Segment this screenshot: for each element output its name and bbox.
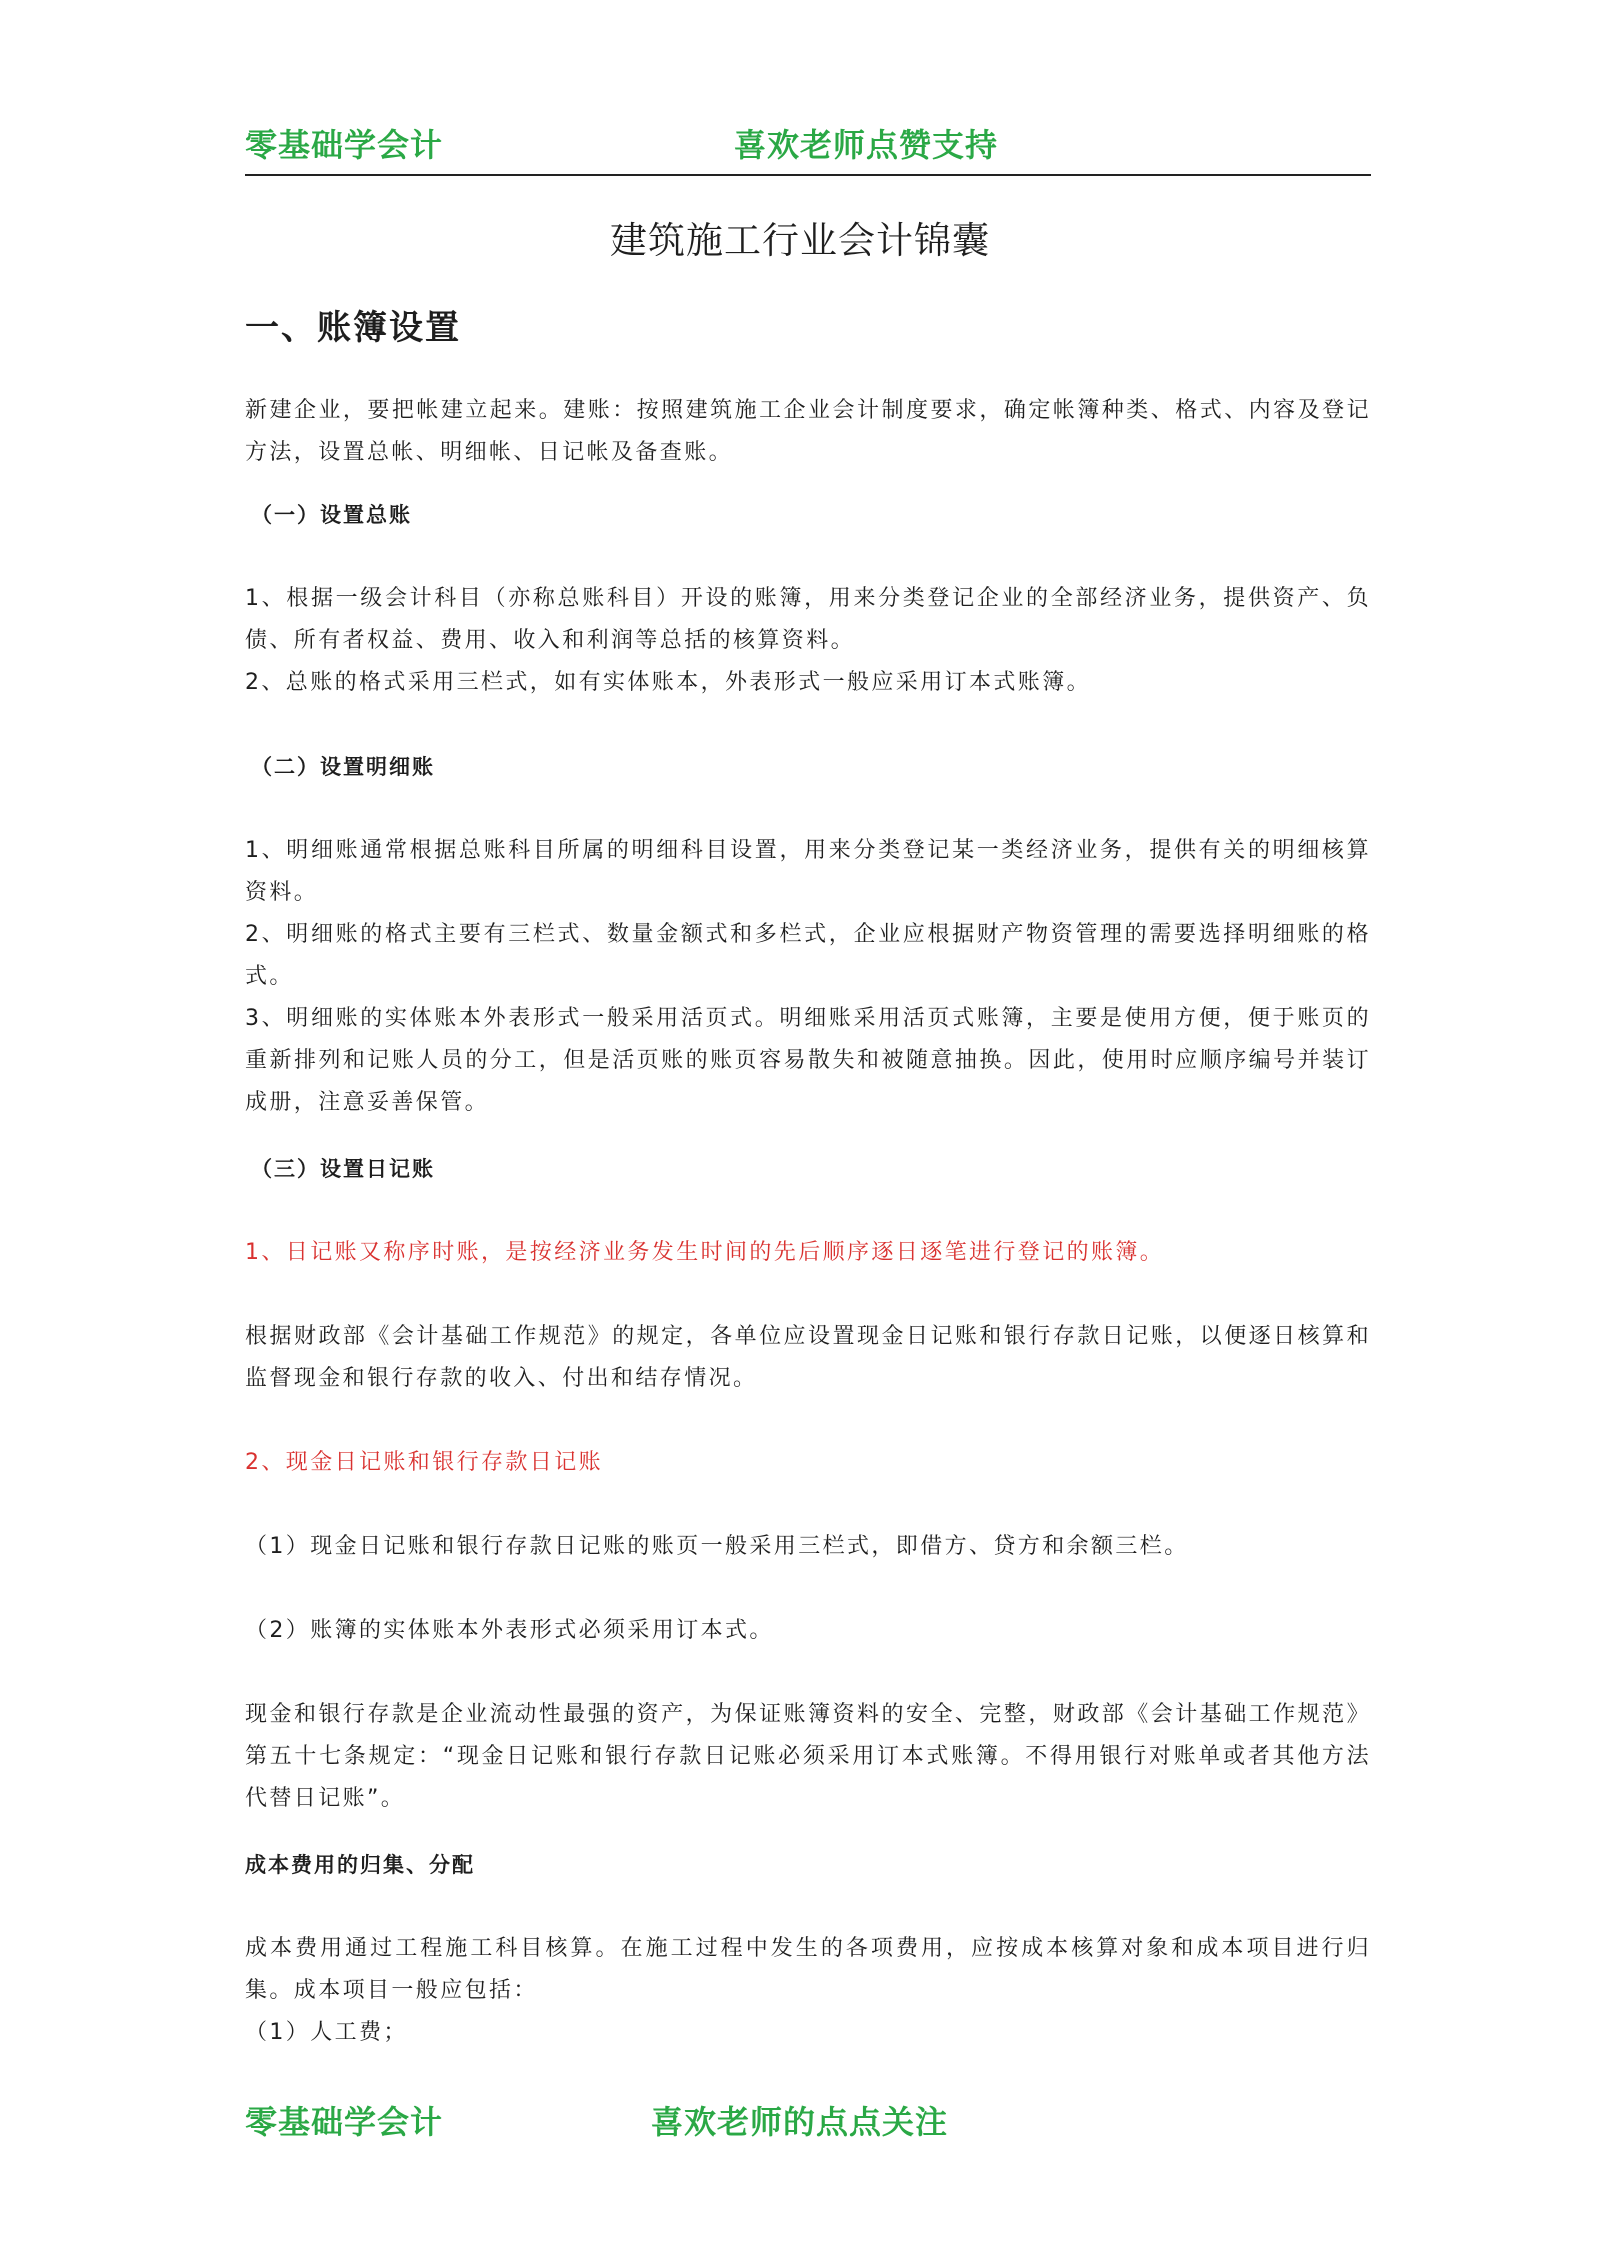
header-left-text: 零基础学会计 (245, 126, 444, 164)
highlighted-paragraph: 1、日记账又称序时账，是按经济业务发生时间的先后顺序逐日逐笔进行登记的账簿。 (245, 1240, 1165, 1265)
paragraph: 1、根据一级会计科目（亦称总账科目）开设的账簿，用来分类登记企业的全部经济业务，提供资产、负债、所有者权益、费用、收入和利润等总括的核算资料。 (245, 586, 1371, 653)
list-item: （2）账簿的实体账本外表形式必须采用订本式。 (245, 1618, 774, 1643)
subsection-heading-subsidiary-ledger: （二）设置明细账 (251, 755, 435, 779)
list-item: （1）现金日记账和银行存款日记账的账页一般采用三栏式，即借方、贷方和余额三栏。 (245, 1534, 1189, 1559)
paragraph: 2、总账的格式采用三栏式，如有实体账本，外表形式一般应采用订本式账簿。 (245, 670, 1091, 695)
paragraph: 现金和银行存款是企业流动性最强的资产，为保证账簿资料的安全、完整，财政部《会计基础工作规范》第五十七条规定：“现金日记账和银行存款日记账必须采用订本式账簿。不得用银行对账单或者其他方法代替日记账”。 (245, 1702, 1371, 1811)
footer-right-text: 喜欢老师的点点关注 (651, 2103, 949, 2141)
document-title: 建筑施工行业会计锦囊 (610, 219, 990, 262)
subsection-heading-general-ledger: （一）设置总账 (251, 503, 412, 527)
cost-heading: 成本费用的归集、分配 (245, 1853, 475, 1877)
highlighted-paragraph: 2、现金日记账和银行存款日记账 (245, 1450, 603, 1475)
document-body (245, 390, 1371, 2054)
paragraph: 1、明细账通常根据总账科目所属的明细科目设置，用来分类登记某一类经济业务，提供有关的明细核算资料。 (245, 838, 1371, 905)
section-intro: 新建企业，要把帐建立起来。建账：按照建筑施工企业会计制度要求，确定帐簿种类、格式、内容及登记方法，设置总帐、明细帐、日记帐及备查账。 (245, 398, 1371, 465)
subsection-heading-journal: （三）设置日记账 (251, 1157, 435, 1181)
section-heading: 一、账簿设置 (245, 308, 461, 348)
header-right-text: 喜欢老师点赞支持 (734, 126, 999, 164)
paragraph: 成本费用通过工程施工科目核算。在施工过程中发生的各项费用，应按成本核算对象和成本项目进行归集。成本项目一般应包括： (245, 1936, 1371, 2003)
list-item: （1）人工费； (245, 2020, 408, 2045)
paragraph: 根据财政部《会计基础工作规范》的规定，各单位应设置现金日记账和银行存款日记账，以便逐日核算和监督现金和银行存款的收入、付出和结存情况。 (245, 1324, 1371, 1391)
paragraph: 3、明细账的实体账本外表形式一般采用活页式。明细账采用活页式账簿，主要是使用方便，便于账页的重新排列和记账人员的分工，但是活页账的账页容易散失和被随意抽换。因此，使用时应顺序编号并装订成册，注意妥善保管。 (245, 1006, 1371, 1115)
footer-left-text: 零基础学会计 (245, 2103, 444, 2141)
page-footer (245, 2097, 1371, 2147)
header-divider (245, 174, 1371, 176)
paragraph: 2、明细账的格式主要有三栏式、数量金额式和多栏式，企业应根据财产物资管理的需要选择明细账的格式。 (245, 922, 1371, 989)
page-header (245, 120, 1371, 176)
